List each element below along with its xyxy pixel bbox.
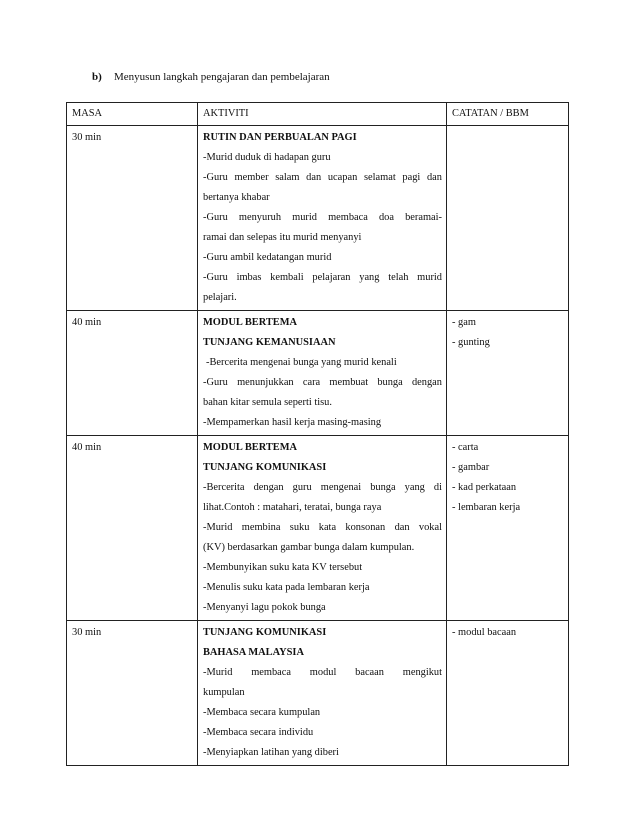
- section-marker: b): [92, 71, 102, 83]
- activity-line: (KV) berdasarkan gambar bunga dalam kumpulan.: [203, 542, 415, 553]
- header-masa: MASA: [67, 103, 198, 126]
- activity-line: kumpulan: [203, 687, 245, 698]
- notes-cell: [447, 126, 569, 311]
- activity-line: -Menulis suku kata pada lembaran kerja: [203, 582, 370, 593]
- activity-cell: [198, 311, 447, 436]
- notes-cell: [447, 621, 569, 766]
- activity-line: pelajari.: [203, 292, 237, 303]
- table-row: [67, 621, 569, 766]
- activity-line: ramai dan selepas itu murid menyanyi: [203, 232, 362, 243]
- activity-line: -Membunyikan suku kata KV tersebut: [203, 562, 363, 573]
- activity-line: -Murid membina suku kata konsonan dan vokal: [203, 522, 442, 533]
- time-cell: 30 min: [67, 621, 198, 766]
- activity-line: -Murid duduk di hadapan guru: [203, 152, 331, 163]
- material-item: - gunting: [452, 337, 490, 348]
- activity-title: MODUL BERTEMA: [203, 442, 298, 453]
- table-row: [67, 311, 569, 436]
- table-row: [67, 126, 569, 311]
- section-heading: [92, 70, 330, 84]
- activity-line: -Guru ambil kedatangan murid: [203, 252, 332, 263]
- activity-line: -Guru imbas kembali pelajaran yang telah murid: [203, 272, 442, 283]
- material-item: - gambar: [452, 462, 490, 473]
- activity-line: -Membaca secara kumpulan: [203, 707, 321, 718]
- time-cell: 40 min: [67, 436, 198, 621]
- header-aktiviti: AKTIVITI: [198, 103, 447, 126]
- activity-line: -Menyiapkan latihan yang diberi: [203, 747, 339, 758]
- section-title: Menyusun langkah pengajaran dan pembelajaran: [114, 71, 330, 83]
- activity-line: -Mempamerkan hasil kerja masing-masing: [203, 417, 382, 428]
- activity-title: BAHASA MALAYSIA: [203, 647, 304, 658]
- activity-line: -Menyanyi lagu pokok bunga: [203, 602, 326, 613]
- activity-title: RUTIN DAN PERBUALAN PAGI: [203, 132, 357, 143]
- time-cell: 40 min: [67, 311, 198, 436]
- activity-line: -Murid membaca modul bacaan mengikut: [203, 667, 442, 678]
- material-item: - modul bacaan: [452, 627, 517, 638]
- table-row: [67, 436, 569, 621]
- notes-cell: [447, 436, 569, 621]
- material-item: - carta: [452, 442, 479, 453]
- activity-line: -Guru member salam dan ucapan selamat pagi dan: [203, 172, 442, 183]
- table-header-row: [67, 103, 569, 126]
- activity-cell: [198, 436, 447, 621]
- activity-cell: [198, 621, 447, 766]
- activity-title: MODUL BERTEMA: [203, 317, 298, 328]
- activity-line: bahan kitar semula seperti tisu.: [203, 397, 332, 408]
- activity-line: lihat.Contoh : matahari, teratai, bunga raya: [203, 502, 382, 513]
- activity-title: TUNJANG KEMANUSIAAN: [203, 337, 336, 348]
- activity-title: TUNJANG KOMUNIKASI: [203, 627, 327, 638]
- material-item: - gam: [452, 317, 476, 328]
- activity-line: -Guru menunjukkan cara membuat bunga dengan: [203, 377, 442, 388]
- activity-line: -Guru menyuruh murid membaca doa beramai-: [203, 212, 442, 223]
- header-catatan: CATATAN / BBM: [447, 103, 569, 126]
- table-body: [67, 126, 569, 766]
- lesson-plan-table: [66, 102, 569, 766]
- activity-line: -Bercerita dengan guru mengenai bunga yang di: [203, 482, 442, 493]
- activity-line: bertanya khabar: [203, 192, 270, 203]
- notes-cell: [447, 311, 569, 436]
- activity-cell: [198, 126, 447, 311]
- time-cell: 30 min: [67, 126, 198, 311]
- activity-title: TUNJANG KOMUNIKASI: [203, 462, 327, 473]
- activity-line: -Membaca secara individu: [203, 727, 314, 738]
- activity-line: -Bercerita mengenai bunga yang murid kenali: [206, 357, 397, 368]
- material-item: - kad perkataan: [452, 482, 517, 493]
- material-item: - lembaran kerja: [452, 502, 521, 513]
